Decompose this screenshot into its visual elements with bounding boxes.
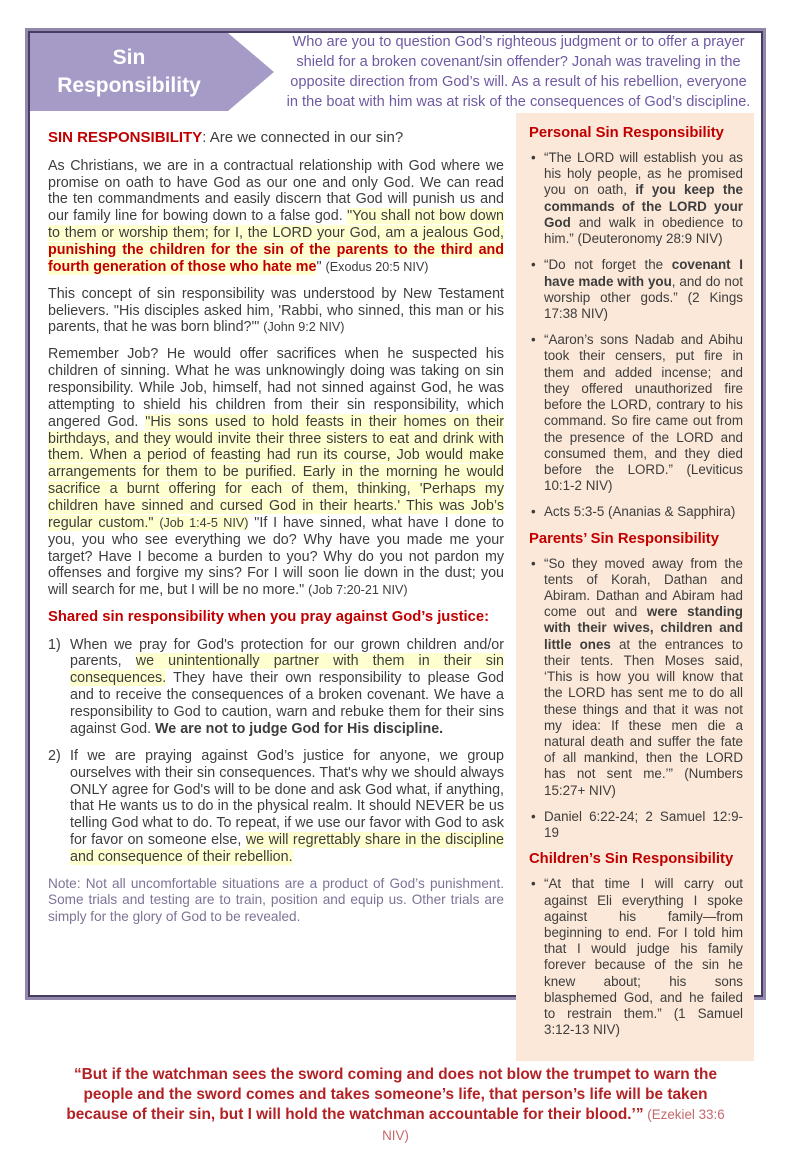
body-text: When we pray for God's protection for our grown children and/or parents, xyxy=(70,637,504,670)
sidebar-list-parents xyxy=(529,556,743,842)
sidebar-bullet xyxy=(529,257,743,322)
bullet-bold-text: if you keep the commands of the LORD your God xyxy=(544,182,743,229)
header xyxy=(30,33,761,111)
highlight-text: we unintentionally partner with them in their sin consequences. xyxy=(70,653,504,686)
main-title xyxy=(48,129,504,147)
scripture-ref: (Exodus 20:5 NIV) xyxy=(326,260,429,274)
footer-quote-text: “But if the watchman sees the sword coming and does not blow the trumpet to warn the people and the sword comes and takes someone’s life, that person’s life will be taken because of their sin, but I will hold the watchman accountable for their blood.’” xyxy=(66,1066,717,1124)
scripture-ref: (John 9:2 NIV) xyxy=(263,320,344,334)
paragraph-new-testament xyxy=(48,286,504,337)
bullet-text: “At that time I will carry out against Eli everything I spoke against his family—from beginning to end. For I told him that I would judge his family forever because of the sin he knew about; his sons blasphemed God, and he failed to restrain them.” (1 Samuel 3:12-13 NIV) xyxy=(544,876,743,1037)
sidebar-heading-personal: Personal Sin Responsibility xyxy=(529,125,743,141)
numbered-item-1 xyxy=(48,637,504,738)
sidebar-bullet xyxy=(529,332,743,494)
bullet-bold-text: were standing with their wives, children and little ones xyxy=(544,604,743,651)
body-text: Remember Job? He would offer sacrifices when he suspected his children of sinning. What he was unknowingly doing was taking on sin responsibility. While Job, himself, had not sinned against God, he was attempting to shield his children from their sin responsibility, which angered God. xyxy=(48,346,504,429)
bullet-text: “Do not forget the xyxy=(544,257,672,272)
intro-block xyxy=(228,33,761,111)
highlight-text: "His sons used to hold feasts in their homes on their birthdays, and they would invite their three sisters to eat and drink with them. When a period of feasting had run its course, Job would make arrangements for them to be purified. Early in the morning he would sacrifice a burnt offering for each of them, thinking, 'Perhaps my children have sinned and cursed God in their hearts.' This was Job’s regular custom." xyxy=(48,414,504,531)
sidebar-heading-children: Children’s Sin Responsibility xyxy=(529,851,743,867)
sidebar-list-children xyxy=(529,876,743,1038)
sidebar-heading-parents: Parents’ Sin Responsibility xyxy=(529,531,743,547)
sidebar-bullet xyxy=(529,504,743,520)
main-title-label: SIN RESPONSIBILITY xyxy=(48,129,202,146)
footer-quote xyxy=(28,1061,763,1158)
body-text: As Christians, we are in a contractual relationship with God where we promise on oath to have God as our one and only God. We can read the ten commandments and easily discern that God will punish us and our family line for bowing down to a false god. xyxy=(48,158,504,225)
paragraph-covenant xyxy=(48,158,504,276)
content xyxy=(28,113,763,1061)
bullet-text: and walk in obedience to him.” (Deuteronomy 28:9 NIV) xyxy=(544,215,743,246)
intro-text: Who are you to question God’s righteous judgment or to offer a prayer shield for a broken covenant/sin offender? Jonah was traveling in the opposite direction from God’s will. As a result of his rebellion, everyone in the boat with him was at risk of the consequences of God’s discipline. xyxy=(286,33,751,112)
sidebar-bullet xyxy=(529,150,743,247)
sidebar xyxy=(516,113,754,1061)
footer-scripture-ref: (Ezekiel 33:6 NIV) xyxy=(382,1107,725,1142)
body-text: If we are praying against God’s justice for anyone, we group ourselves with their sin consequences. That's why we should always ONLY agree for God's will to be done and ask God what, if anything, that He wants us to do in the physical realm. It should NEVER be us telling God what to do. To repeat, if we use our favor with God to ask for favor on someone else, xyxy=(70,748,504,848)
title-banner xyxy=(30,33,228,111)
paragraph-job xyxy=(48,346,504,599)
bullet-text: at the entrances to their tents. Then Moses said, ‘This is how you will know that the LORD has sent me to do all these things and that it was not my idea: If these men die a natural death and suffer the fate of all mankind, then the LORD has not sent me.’” (Numbers 15:27+ NIV) xyxy=(544,637,743,798)
banner-arrow-icon xyxy=(228,33,274,111)
shared-responsibility-heading: Shared sin responsibility when you pray against God’s justice: xyxy=(48,609,504,626)
sidebar-bullet xyxy=(529,876,743,1038)
sidebar-bullet xyxy=(529,556,743,799)
highlight-red-text: punishing the children for the sin of the parents to the third and fourth generation of those who hate me xyxy=(48,242,504,275)
item-body xyxy=(70,637,504,738)
bullet-text: “The LORD will establish you as his holy people, as he promised you on oath, xyxy=(544,150,743,197)
item-body xyxy=(70,748,504,866)
bold-text: We are not to judge God for His discipline. xyxy=(155,721,443,737)
bullet-text: “So they moved away from the tents of Korah, Dathan and Abiram. Dathan and Abiram had come out and xyxy=(544,556,743,620)
body-text: "If I have sinned, what have I done to you, you who see everything we do? Why have you made me your target? Have I become a burden to you? Why do you not pardon my offenses and forgive my sins? For I will soon lie down in the dust; you will search for me, but I will be no more." xyxy=(48,515,504,598)
bullet-text: , and do not worship other gods.” (2 Kings 17:38 NIV) xyxy=(544,274,743,321)
main-title-rest: : Are we connected in our sin? xyxy=(202,129,403,146)
item-number: 1) xyxy=(48,637,70,738)
highlight-text: "You shall not bow down to them or worship them; for I, the LORD your God, am a jealous God, xyxy=(48,208,504,241)
body-text: This concept of sin responsibility was understood by New Testament believers. "His disciples asked him, 'Rabbi, who sinned, this man or his parents, that he was born blind?'" xyxy=(48,286,504,336)
page-border-frame xyxy=(25,28,766,1000)
bullet-text: Acts 5:3-5 (Ananias & Sapphira) xyxy=(544,504,735,519)
numbered-item-2 xyxy=(48,748,504,866)
sidebar-list-personal xyxy=(529,150,743,521)
note-text: Note: Not all uncomfortable situations are a product of God’s punishment. Some trials and testing are to train, position and equip us. Other trials are simply for the glory of God to be revealed. xyxy=(48,876,504,926)
body-text: " xyxy=(316,259,325,275)
scripture-ref: (Job 7:20-21 NIV) xyxy=(308,583,407,597)
sidebar-bullet xyxy=(529,809,743,841)
scripture-ref: (Job 1:4-5 NIV) xyxy=(159,516,248,530)
main-column xyxy=(28,113,516,936)
bullet-bold-text: covenant I have made with you xyxy=(544,257,743,288)
page-title: Sin Responsibility xyxy=(54,44,204,101)
item-number: 2) xyxy=(48,748,70,866)
bullet-text: Daniel 6:22-24; 2 Samuel 12:9-19 xyxy=(544,809,743,840)
bullet-text: “Aaron’s sons Nadab and Abihu took their censers, put fire in them and added incense; and they offered unauthorized fire before the LORD, contrary to his command. So fire came out from the presence of the LORD and consumed them, and they died before the LORD.” (Leviticus 10:1-2 NIV) xyxy=(544,332,743,493)
body-text: They have their own responsibility to please God and to receive the consequences of a broken covenant. We have a responsibility to God to caution, warn and rebuke them for their sins against God. xyxy=(70,670,504,737)
highlight-text: we will regrettably share in the discipline and consequence of their rebellion. xyxy=(70,832,504,865)
